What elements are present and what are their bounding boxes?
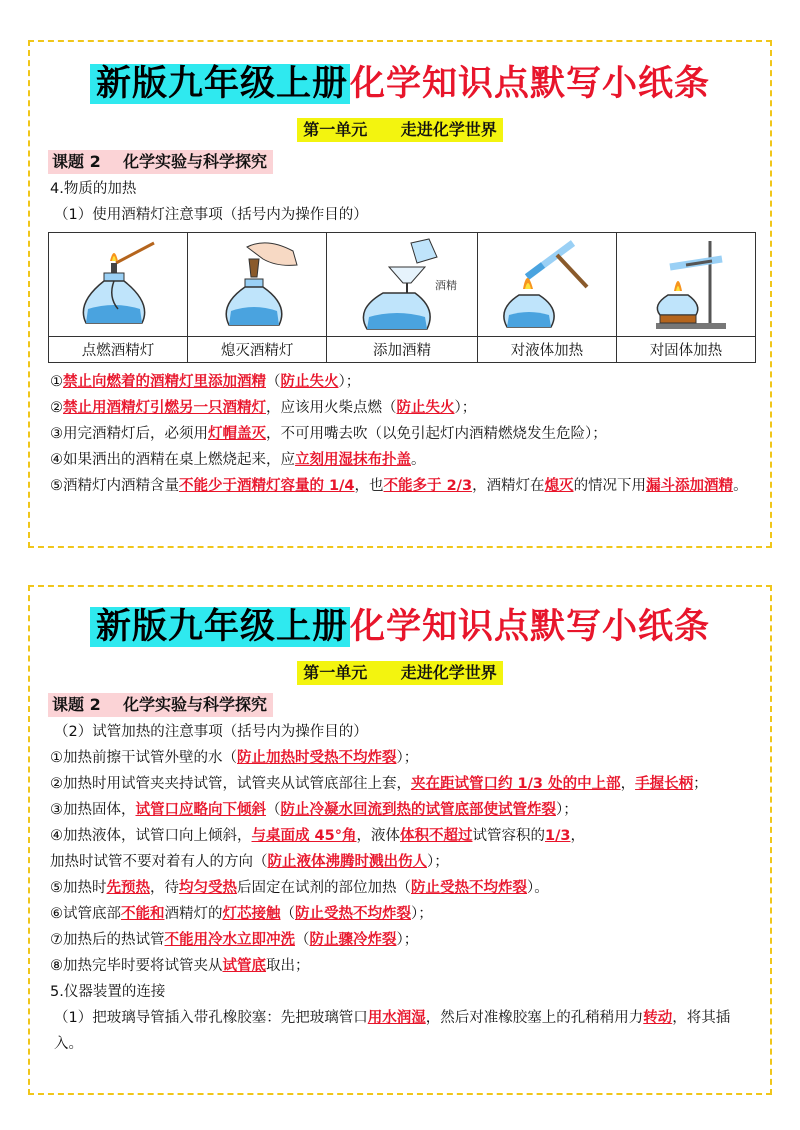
section-heading: 4.物质的加热 bbox=[50, 181, 137, 197]
lesson-label: 课题 2 化学实验与科学探究 bbox=[48, 693, 273, 717]
note-card-2 bbox=[28, 585, 772, 1095]
answer-blank: 用水润湿 bbox=[367, 1010, 426, 1026]
solid-heating-icon bbox=[626, 237, 746, 333]
note-line-4: ④如果洒出的酒精在桌上燃烧起来，应立刻用湿抹布扑盖。 bbox=[50, 452, 426, 468]
heat-solid-figure bbox=[616, 233, 755, 337]
liquid-heating-icon bbox=[487, 237, 607, 333]
note-line-2: ②加热时用试管夹夹持试管，试管夹从试管底部往上套，夹在距试管口约 1/3 处的中上部，手握长柄； bbox=[50, 776, 708, 792]
lamp-match-icon bbox=[58, 237, 178, 333]
answer-blank: 不能少于酒精灯容量的 1/4 bbox=[179, 478, 355, 494]
answer-blank: 不能用冷水立即冲洗 bbox=[164, 932, 295, 948]
answer-blank: 灯芯接触 bbox=[222, 906, 281, 922]
caption-light-lamp: 点燃酒精灯 bbox=[49, 337, 188, 363]
answer-blank: 防止液体沸腾时溅出伤人 bbox=[267, 854, 427, 870]
add-alcohol-figure bbox=[327, 233, 478, 337]
subsection-heading: （1）使用酒精灯注意事项（括号内为操作目的） bbox=[54, 207, 368, 223]
lamp-cap-icon bbox=[197, 237, 317, 333]
caption-heat-solid: 对固体加热 bbox=[616, 337, 755, 363]
answer-blank: 防止受热不均炸裂 bbox=[295, 906, 411, 922]
title-highlight: 新版九年级上册 bbox=[90, 64, 350, 104]
answer-blank: 禁止向燃着的酒精灯里添加酒精 bbox=[63, 374, 266, 390]
note-line-3: ③加热固体，试管口应略向下倾斜（防止冷凝水回流到热的试管底部使试管炸裂）； bbox=[50, 802, 578, 818]
caption-add-alcohol: 添加酒精 bbox=[327, 337, 478, 363]
funnel-icon bbox=[337, 237, 467, 333]
answer-blank: 试管口应略向下倾斜 bbox=[135, 802, 266, 818]
page-title bbox=[30, 60, 770, 108]
note-line-3: ③用完酒精灯后，必须用灯帽盖灭，不可用嘴去吹（以免引起灯内酒精燃烧发生危险）； bbox=[50, 426, 607, 442]
answer-blank: 先预热 bbox=[106, 880, 150, 896]
answer-blank: 防止冷凝水回流到热的试管底部使试管炸裂 bbox=[280, 802, 556, 818]
note-card-1 bbox=[28, 40, 772, 548]
answer-blank: 防止失火 bbox=[280, 374, 339, 390]
title-red: 化学知识点默写小纸条 bbox=[350, 607, 711, 647]
extinguish-lamp-figure bbox=[188, 233, 327, 337]
note-line-2: ②禁止用酒精灯引燃另一只酒精灯，应该用火柴点燃（防止失火）； bbox=[50, 400, 477, 416]
title-highlight: 新版九年级上册 bbox=[90, 607, 350, 647]
note-line-6: ⑥试管底部不能和酒精灯的灯芯接触（防止受热不均炸裂）； bbox=[50, 906, 433, 922]
answer-blank: 试管底 bbox=[222, 958, 266, 974]
answer-blank: 禁止用酒精灯引燃另一只酒精灯 bbox=[63, 400, 266, 416]
note-line-5: ⑤酒精灯内酒精含量不能少于酒精灯容量的 1/4，也不能多于 2/3，酒精灯在熄灭的情况下用漏斗添加酒精。 bbox=[50, 478, 748, 494]
answer-blank: 不能和 bbox=[121, 906, 165, 922]
title-red: 化学知识点默写小纸条 bbox=[350, 64, 711, 104]
section-heading: 5.仪器装置的连接 bbox=[50, 984, 166, 1000]
answer-blank: 手握长柄 bbox=[635, 776, 694, 792]
answer-blank: 防止受热不均炸裂 bbox=[411, 880, 527, 896]
answer-blank: 均匀受热 bbox=[179, 880, 237, 896]
answer-blank: 夹在距试管口约 1/3 处的中上部 bbox=[411, 776, 621, 792]
heat-liquid-figure bbox=[477, 233, 616, 337]
answer-blank: 体积不超过 bbox=[399, 828, 473, 844]
note-line-5: ⑤加热时先预热，待均匀受热后固定在试剂的部位加热（防止受热不均炸裂）。 bbox=[50, 880, 549, 896]
subsection-heading: （2）试管加热的注意事项（括号内为操作目的） bbox=[54, 724, 368, 740]
note-line-1: ①禁止向燃着的酒精灯里添加酒精（防止失火）； bbox=[50, 374, 361, 390]
note-line-4: ④加热液体，试管口向上倾斜，与桌面成 45°角，液体体积不超过试管容积的1/3， bbox=[50, 828, 585, 844]
alcohol-label: 酒精 bbox=[434, 278, 457, 292]
answer-blank: 立刻用湿抹布扑盖 bbox=[295, 452, 411, 468]
answer-blank: 灯帽盖灭 bbox=[208, 426, 266, 442]
answer-blank: 转动 bbox=[643, 1010, 673, 1026]
answer-blank: 防止失火 bbox=[396, 400, 455, 416]
answer-blank: 与桌面成 45°角 bbox=[251, 828, 357, 844]
answer-blank: 不能多于 2/3 bbox=[383, 478, 473, 494]
answer-blank: 防止骤冷炸裂 bbox=[309, 932, 397, 948]
answer-blank: 1/3 bbox=[544, 828, 571, 844]
answer-blank: 防止加热时受热不均炸裂 bbox=[237, 750, 397, 766]
equipment-table bbox=[48, 232, 756, 363]
caption-extinguish-lamp: 熄灭酒精灯 bbox=[188, 337, 327, 363]
answer-blank: 漏斗添加酒精 bbox=[646, 478, 734, 494]
unit-label: 第一单元 走进化学世界 bbox=[297, 118, 502, 142]
lighting-lamp-figure bbox=[49, 233, 188, 337]
unit-label: 第一单元 走进化学世界 bbox=[297, 661, 502, 685]
answer-blank: 熄灭 bbox=[544, 478, 574, 494]
caption-heat-liquid: 对液体加热 bbox=[477, 337, 616, 363]
page-title bbox=[30, 603, 770, 651]
note-line-1: ①加热前擦干试管外壁的水（防止加热时受热不均炸裂）； bbox=[50, 750, 419, 766]
lesson-label: 课题 2 化学实验与科学探究 bbox=[48, 150, 273, 174]
note-line-8: ⑧加热完毕时要将试管夹从试管底取出； bbox=[50, 958, 310, 974]
note-line-9: （1）把玻璃导管插入带孔橡胶塞：先把玻璃管口用水润湿，然后对准橡胶塞上的孔稍稍用力转动，将其插入。 bbox=[54, 1010, 731, 1052]
note-line-7: ⑦加热后的热试管不能用冷水立即冲洗（防止骤冷炸裂）； bbox=[50, 932, 419, 948]
note-line-4-continued: 加热时试管不要对着有人的方向（防止液体沸腾时溅出伤人）； bbox=[50, 854, 449, 870]
